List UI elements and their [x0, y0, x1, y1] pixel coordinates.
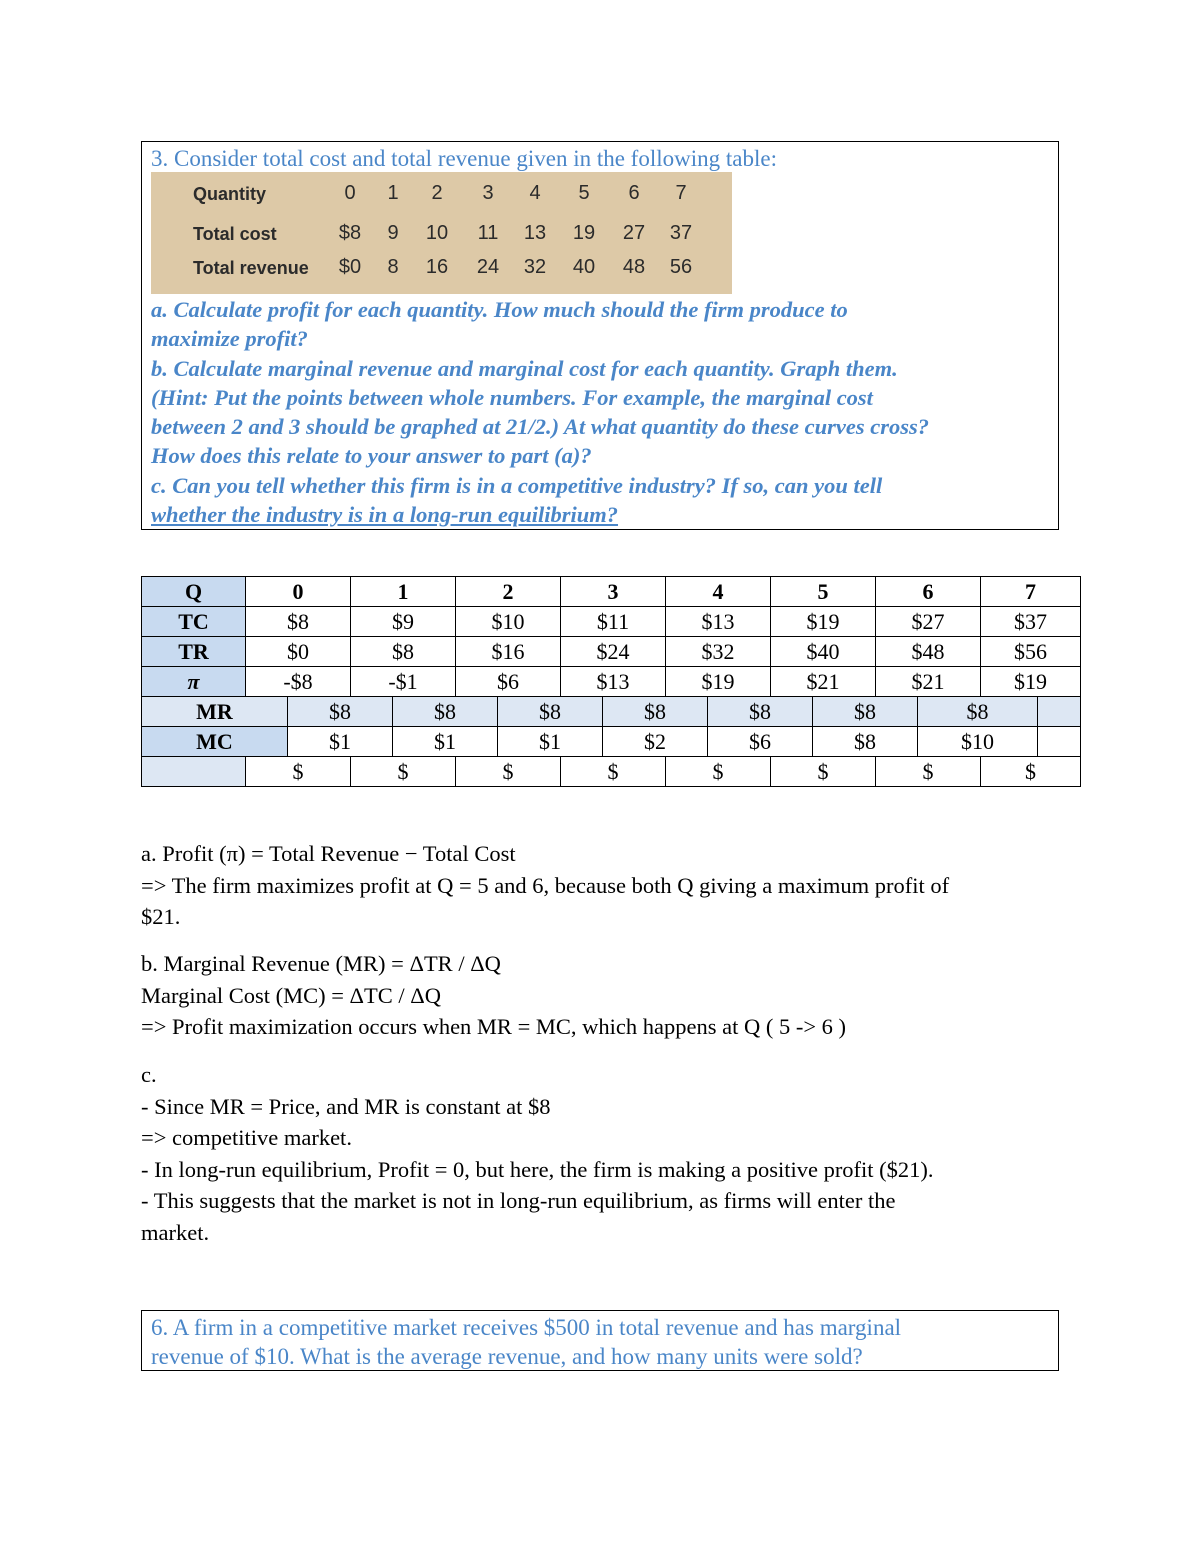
profit-cell: $21 — [771, 667, 876, 697]
tc-cell: $27 — [876, 607, 981, 637]
answer-line: b. Marginal Revenue (MR) = ΔTR / ΔQ — [141, 951, 501, 976]
given-quantity-cell: 4 — [529, 182, 541, 204]
q-cell: 5 — [771, 577, 876, 607]
mr-cell: $8 — [708, 697, 813, 727]
dollar-row — [142, 757, 1081, 787]
mc-cell: $1 — [288, 727, 393, 757]
mc-cell: $6 — [708, 727, 813, 757]
q-cell: 0 — [246, 577, 351, 607]
q-label: Q — [142, 577, 246, 607]
question-3-box — [141, 141, 1059, 530]
tr-cell: $40 — [771, 637, 876, 667]
total-cost-label: Total cost — [193, 224, 277, 244]
given-total-revenue-cell: 56 — [669, 256, 693, 278]
given-total-revenue-cell: 32 — [523, 256, 547, 278]
answer-line: Marginal Cost (MC) = ΔTC / ΔQ — [141, 982, 441, 1008]
total-revenue-label: Total revenue — [193, 258, 309, 278]
q-cell: 2 — [456, 577, 561, 607]
profit-cell: $6 — [456, 667, 561, 697]
q-cell: 1 — [351, 577, 456, 607]
tc-cell: $10 — [456, 607, 561, 637]
answer-line: - This suggests that the market is not in long-run equilibrium, as firms will enter the — [141, 1188, 896, 1213]
given-total-revenue-cell: 16 — [425, 256, 449, 278]
given-total-cost-cell: $8 — [338, 222, 362, 244]
tc-cell: $13 — [666, 607, 771, 637]
tr-cell: $48 — [876, 637, 981, 667]
answer-line: $21. — [141, 904, 181, 929]
instruction-line: How does this relate to your answer to part (a)? — [151, 443, 592, 469]
mc-cell: $1 — [393, 727, 498, 757]
instruction-line: between 2 and 3 should be graphed at 21/2.) At what quantity do these curves cross? — [151, 414, 929, 440]
mr-cell: $8 — [393, 697, 498, 727]
given-data-table — [151, 172, 732, 294]
given-total-revenue-cell: 40 — [572, 256, 596, 278]
mr-cell: $8 — [918, 697, 1038, 727]
profit-cell: -$1 — [351, 667, 456, 697]
tc-cell: $19 — [771, 607, 876, 637]
quantity-label: Quantity — [193, 184, 267, 204]
dollar-row-label — [142, 757, 246, 787]
tr-cell: $56 — [981, 637, 1081, 667]
tc-cell: $8 — [246, 607, 351, 637]
question-6-line: 6. A firm in a competitive market receives $500 in total revenue and has marginal — [151, 1315, 902, 1340]
tc-row — [142, 607, 1081, 637]
given-quantity-cell: 7 — [675, 182, 687, 204]
instruction-line: whether the industry is in a long-run equilibrium? — [151, 502, 619, 528]
dollar-cell: $ — [351, 757, 456, 787]
tr-cell: $8 — [351, 637, 456, 667]
calculation-table — [141, 576, 1081, 787]
dollar-cell: $ — [456, 757, 561, 787]
given-total-revenue-cell: 24 — [476, 256, 500, 278]
given-quantity-cell: 1 — [387, 182, 399, 204]
tc-label: TC — [142, 607, 246, 637]
instruction-line: c. Can you tell whether this firm is in a competitive industry? If so, can you tell — [151, 472, 883, 498]
instruction-line: b. Calculate marginal revenue and marginal cost for each quantity. Graph them. — [151, 355, 898, 381]
answer-c — [141, 1059, 1071, 1248]
given-total-cost-cell: 10 — [425, 222, 449, 244]
question-3-heading: 3. Consider total cost and total revenue given in the following table: — [151, 146, 777, 171]
tr-cell: $0 — [246, 637, 351, 667]
dollar-cell: $ — [246, 757, 351, 787]
answer-line: => The firm maximizes profit at Q = 5 and 6, because both Q giving a maximum profit of — [141, 872, 950, 898]
tc-cell: $9 — [351, 607, 456, 637]
mc-empty-cell — [1038, 727, 1081, 757]
profit-row — [142, 667, 1081, 697]
given-total-cost-cell: 37 — [669, 222, 693, 244]
mc-cell: $1 — [498, 727, 603, 757]
answer-line: market. — [141, 1219, 210, 1245]
profit-cell: $19 — [666, 667, 771, 697]
tr-cell: $32 — [666, 637, 771, 667]
given-total-cost-cell: 9 — [387, 222, 399, 244]
mr-label: MR — [142, 697, 288, 727]
given-total-cost-cell: 13 — [523, 222, 547, 244]
mr-empty-cell — [1038, 697, 1081, 727]
question-6-text — [151, 1313, 901, 1371]
dollar-cell: $ — [981, 757, 1081, 787]
given-quantity-cell: 2 — [431, 182, 443, 204]
q-cell: 3 — [561, 577, 666, 607]
answer-line: => competitive market. — [141, 1125, 352, 1150]
given-quantity-cell: 5 — [578, 182, 590, 204]
dollar-cell: $ — [876, 757, 981, 787]
tr-row — [142, 637, 1081, 667]
given-quantity-cell: 0 — [344, 182, 356, 204]
instruction-line: maximize profit? — [151, 326, 308, 352]
answer-a — [141, 838, 1071, 933]
q-row — [142, 577, 1081, 607]
question-6-box — [141, 1310, 1059, 1371]
mc-cell: $8 — [813, 727, 918, 757]
tc-cell: $37 — [981, 607, 1081, 637]
answer-b — [141, 948, 1071, 1043]
tr-cell: $24 — [561, 637, 666, 667]
q-cell: 4 — [666, 577, 771, 607]
mr-row — [142, 697, 1081, 727]
mc-label: MC — [142, 727, 288, 757]
given-total-cost-cell: 11 — [477, 222, 499, 244]
answer-line: a. Profit (π) = Total Revenue − Total Cost — [141, 841, 516, 866]
profit-cell: $21 — [876, 667, 981, 697]
question-6-line: revenue of $10. What is the average revenue, and how many units were sold? — [151, 1344, 863, 1369]
instruction-line: (Hint: Put the points between whole numbers. For example, the marginal cost — [151, 384, 873, 410]
answer-line: - Since MR = Price, and MR is constant at $8 — [141, 1093, 551, 1119]
profit-label: π — [142, 667, 246, 697]
dollar-cell: $ — [561, 757, 666, 787]
profit-cell: $19 — [981, 667, 1081, 697]
mc-cell: $2 — [603, 727, 708, 757]
mr-cell: $8 — [498, 697, 603, 727]
mc-cell: $10 — [918, 727, 1038, 757]
mr-cell: $8 — [603, 697, 708, 727]
tr-cell: $16 — [456, 637, 561, 667]
question-3-instructions — [151, 295, 1051, 529]
mr-cell: $8 — [813, 697, 918, 727]
given-total-revenue-cell: $0 — [338, 256, 362, 278]
dollar-cell: $ — [771, 757, 876, 787]
q-cell: 7 — [981, 577, 1081, 607]
given-total-cost-cell: 19 — [572, 222, 596, 244]
mc-row — [142, 727, 1081, 757]
answer-line: - In long-run equilibrium, Profit = 0, but here, the firm is making a positive profit ($21). — [141, 1156, 934, 1182]
tc-cell: $11 — [561, 607, 666, 637]
answer-line: c. — [141, 1062, 157, 1087]
given-total-revenue-cell: 8 — [387, 256, 399, 278]
dollar-cell: $ — [666, 757, 771, 787]
given-quantity-cell: 6 — [628, 182, 640, 204]
mr-cell: $8 — [288, 697, 393, 727]
given-quantity-cell: 3 — [482, 182, 494, 204]
q-cell: 6 — [876, 577, 981, 607]
given-total-cost-cell: 27 — [622, 222, 646, 244]
profit-cell: -$8 — [246, 667, 351, 697]
profit-cell: $13 — [561, 667, 666, 697]
given-total-revenue-cell: 48 — [622, 256, 646, 278]
tr-label: TR — [142, 637, 246, 667]
answer-line: => Profit maximization occurs when MR = MC, which happens at Q ( 5 -> 6 ) — [141, 1014, 847, 1039]
instruction-line: a. Calculate profit for each quantity. How much should the firm produce to — [151, 297, 848, 322]
